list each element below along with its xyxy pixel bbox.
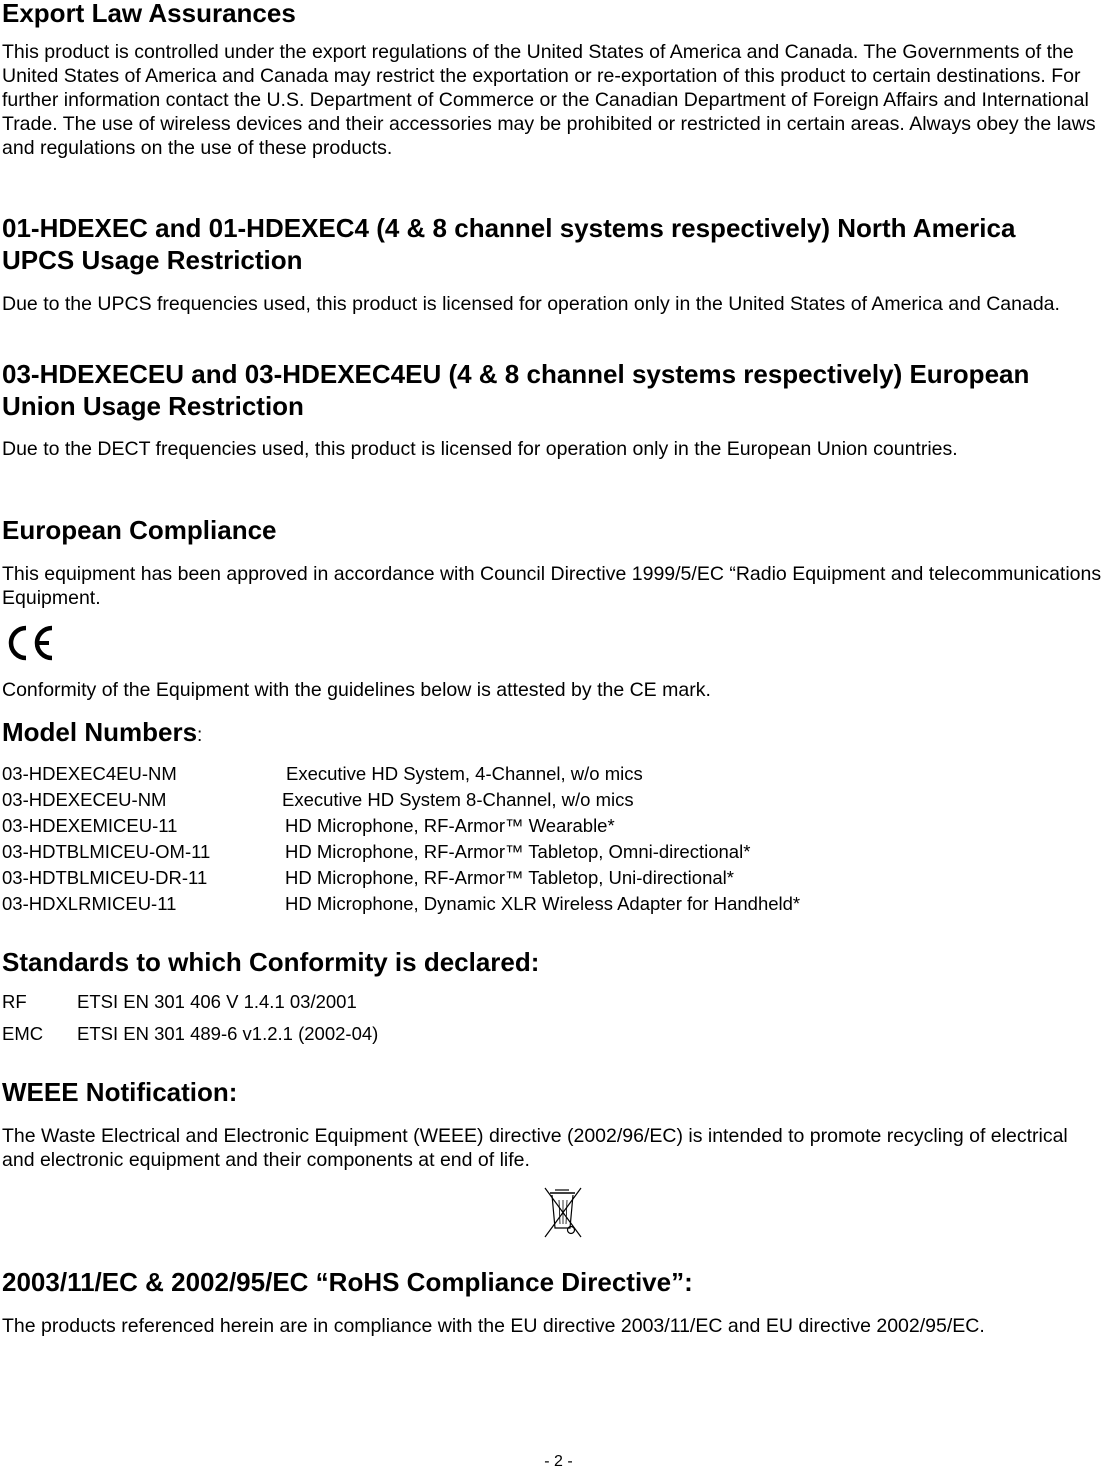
model-row [2, 814, 1002, 840]
page-number: - 2 - [544, 1453, 573, 1470]
model-description: HD Microphone, Dynamic XLR Wireless Adapter for Handheld* [285, 893, 801, 914]
model-row [2, 788, 1002, 814]
standard-label: EMC [2, 1023, 44, 1044]
standard-row [2, 990, 802, 1022]
model-description: HD Microphone, RF-Armor™ Tabletop, Omni-directional* [285, 841, 751, 862]
rohs-body: The products referenced herein are in compliance with the EU directive 2003/11/EC and EU directive 2002/95/EC. [2, 1315, 985, 1337]
standards-list [2, 990, 802, 1054]
model-description: HD Microphone, RF-Armor™ Wearable* [285, 815, 615, 836]
standards-heading: Standards to which Conformity is declared: [2, 947, 540, 977]
ce-conformity-text: Conformity of the Equipment with the guidelines below is attested by the CE mark. [2, 679, 711, 701]
model-description: HD Microphone, RF-Armor™ Tabletop, Uni-directional* [285, 867, 734, 888]
eu-restriction-heading: 03-HDEXECEU and 03-HDEXEC4EU (4 & 8 channel systems respectively) European Union Usage Restriction [2, 359, 1030, 421]
model-code: 03-HDEXEMICEU-11 [2, 815, 178, 836]
ce-mark-icon [6, 622, 54, 664]
model-numbers-heading: Model Numbers: [2, 717, 203, 747]
standard-row [2, 1022, 802, 1054]
rohs-heading: 2003/11/EC & 2002/95/EC “RoHS Compliance Directive”: [2, 1267, 693, 1297]
weee-body: The Waste Electrical and Electronic Equipment (WEEE) directive (2002/96/EC) is intended to promote recycling of electrical and electronic equipment and their components at end of life. [2, 1125, 1068, 1171]
european-compliance-body: This equipment has been approved in accordance with Council Directive 1999/5/EC “Radio Equipment and telecommunications Equipment. [2, 563, 1102, 609]
model-code: 03-HDXLRMICEU-11 [2, 893, 177, 914]
weee-heading: WEEE Notification: [2, 1077, 238, 1107]
export-law-body: This product is controlled under the export regulations of the United States of America and Canada. The Governments of the United States of America and Canada may restrict the exportation or re-exportation of this product to certain destinations. For further information contact the U.S. Department of Commerce or the Canadian Department of Foreign Affairs and International Trade. The use of wireless devices and their accessories may be prohibited or restricted in certain areas. Always obey the laws and regulations on the use of these products. [2, 41, 1096, 159]
model-description: Executive HD System, 4-Channel, w/o mics [286, 763, 643, 784]
standard-label: RF [2, 991, 27, 1012]
model-code: 03-HDTBLMICEU-DR-11 [2, 867, 208, 888]
model-row [2, 892, 1002, 918]
model-row [2, 762, 1002, 788]
model-row [2, 840, 1002, 866]
model-row [2, 866, 1002, 892]
european-compliance-heading: European Compliance [2, 515, 277, 545]
model-code: 03-HDEXECEU-NM [2, 789, 167, 810]
model-code: 03-HDTBLMICEU-OM-11 [2, 841, 211, 862]
model-description: Executive HD System 8-Channel, w/o mics [282, 789, 634, 810]
model-numbers-list [2, 762, 1002, 918]
crossed-out-wheelie-bin-icon [542, 1184, 584, 1240]
na-restriction-body: Due to the UPCS frequencies used, this product is licensed for operation only in the United States of America and Canada. [2, 293, 1060, 315]
standard-value: ETSI EN 301 489-6 v1.2.1 (2002-04) [77, 1023, 379, 1044]
na-restriction-heading: 01-HDEXEC and 01-HDEXEC4 (4 & 8 channel systems respectively) North America UPCS Usage Restriction [2, 213, 1016, 275]
export-law-heading: Export Law Assurances [2, 0, 296, 28]
eu-restriction-body: Due to the DECT frequencies used, this product is licensed for operation only in the European Union countries. [2, 438, 958, 460]
model-code: 03-HDEXEC4EU-NM [2, 763, 177, 784]
standard-value: ETSI EN 301 406 V 1.4.1 03/2001 [77, 991, 357, 1012]
